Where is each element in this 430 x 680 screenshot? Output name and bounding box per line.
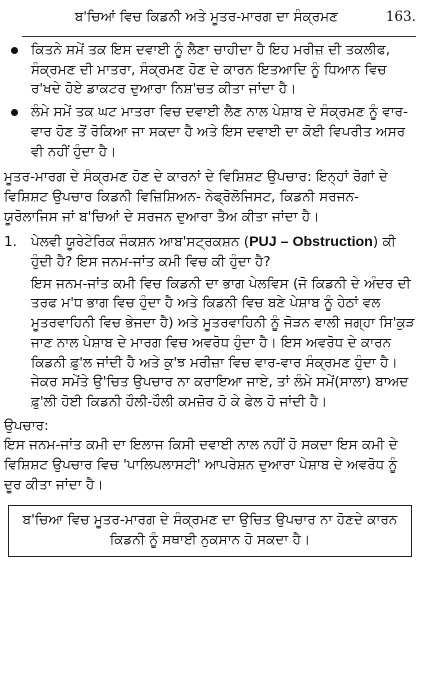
bullet-dot-icon [11,109,18,116]
section-title-english: PUJ – Obstruction [249,234,373,251]
note-text: ਬ'ਚਿਆ ਵਿਚ ਮੂਤਰ-ਮਾਰਗ ਦੇ ਸੰਕ੍ਰਮਣ ਦਾ ਉਚਿਤ ਉਪਚਾਰ ਨਾ ਹੋਣਦੇ ਕਾਰਨ ਕਿਡਨੀ ਨੂੰ ਸਥਾਈ ਨੁਕਸਾਨ ਹੋ ਸਕਦਾ ਹੈ। [22,512,398,549]
section-title-part1: ਪੇਲਵੀ ਯੂਰੇਟੇਰਿਕ ਜੰਕਸ਼ਨ ਆਬ'ਸਟ੍ਰਕਸ਼ਨ ( [31,234,250,251]
numbered-section [4,233,416,412]
running-header [22,0,416,37]
note-box [8,505,412,556]
bullet-list [4,41,416,162]
bullet-dot-icon [11,47,18,54]
section-number: 1. [4,234,17,251]
treatment-body: ਇਸ ਜਨਮ-ਜਾਂਤ ਕਮੀ ਦਾ ਇਲਾਜ ਕਿਸੀ ਦਵਾਈ ਨਾਲ ਨਹੀਂ ਹੋ ਸਕਦਾ ਇਸ ਕਮੀ ਦੇ ਵਿਸ਼ਿਸ਼ਟ ਉਪਚਾਰ ਵਿਚ 'ਪਾਲਿਪਲਾਸਟੀ' ਆਪਰੇਸ਼ਨ ਦੁਆਰਾ ਪੇਸ਼ਾਬ ਦੇ ਅਵਰੋਧ ਨੂੰ ਦੂਰ ਕੀਤਾ ਜਾਂਦਾ ਹੈ। [4,437,398,493]
bullet-text: ਲੰਮੇ ਸਮੇਂ ਤਕ ਘਟ ਮਾਤਰਾ ਵਿਚ ਦਵਾਈ ਲੈਣ ਨਾਲ ਪੇਸ਼ਾਬ ਦੇ ਸੰਕ੍ਰਮਣ ਨੂੰ ਵਾਰ-ਵਾਰ ਹੋਣ ਤੋਂ ਰੋਕਿਆ ਜਾ ਸਕਦਾ ਹੈ ਅਤੇ ਇਸ ਦਵਾਈ ਦਾ ਕੋਈ ਵਿਪਰੀਤ ਅਸਰ ਵੀ ਨਹੀਂ ਹੁੰਦਾ ਹੈ। [31,104,408,160]
section-body: ਇਸ ਜਨਮ-ਜਾਂਤ ਕਮੀ ਵਿਚ ਕਿਡਨੀ ਦਾ ਭਾਗ ਪੇਲਵਿਸ (ਜੋ ਕਿਡਨੀ ਦੇ ਅੰਦਰ ਦੀ ਤਰਫ ਮ'ਧ ਭਾਗ ਵਿਚ ਹੁੰਦਾ ਹੈ ਅਤੇ ਕਿਡਨੀ ਵਿਚ ਬਣੇ ਪੇਸ਼ਾਬ ਨੂੰ ਹੇਠਾਂ ਵਲ ਮੂਤਰਵਾਹਿਨੀ ਵਿਚ ਭੇਜਦਾ ਹੈ) ਅਤੇ ਮੂਤਰਵਾਹਿਨੀ ਨੂੰ ਜੋੜਨ ਵਾਲੀ ਜਗ੍ਹਾ ਸਿ'ਕੁੜ ਜਾਣ ਨਾਲ ਪੇਸ਼ਾਬ ਦੇ ਮਾਰਗ ਵਿਚ ਅਵਰੋਧ ਹੁੰਦਾ ਹੈ। ਇਸ ਅਵਰੋਧ ਦੇ ਕਾਰਨ ਕਿਡਨੀ ਫ਼ੁ'ਲ ਜਾਂਦੀ ਹੈ ਅਤੇ ਕੁ'ਝ ਮਰੀਜ਼ਾ ਵਿਚ ਵਾਰ-ਵਾਰ ਸੰਕ੍ਰਮਣ ਹੁੰਦਾ ਹੈ। ਜੇਕਰ ਸਮੇਂਤੇ ਉ'ਚਿਤ ਉਪਚਾਰ ਨਾ ਕਰਾਇਆ ਜਾਏ, ਤਾਂ ਲੰਮੇ ਸਮੇਂ(ਸਾਲਾ) ਬਾਅਦ ਫ਼ੁ'ਲੀ ਹੋਈ ਕਿਡਨੀ ਹੌਲੀ-ਹੌਲੀ ਕਮਜ਼ੋਰ ਹੋ ਕੇ ਫੇਲ ਹੋ ਜਾਂਦੀ ਹੈ। [31,275,415,410]
treatment-heading: ਉਪਚਾਰ: [4,417,49,434]
running-header-title: ਬ'ਚਿਆਂ ਵਿਚ ਕਿਡਨੀ ਅਤੇ ਮੂਤਰ-ਮਾਰਗ ਦਾ ਸੰਕ੍ਰਮਣ [74,9,338,25]
specific-treatment-paragraph: ਮੂਤਰ-ਮਾਰਗ ਦੇ ਸੰਕ੍ਰਮਣ ਹੋਣ ਦੇ ਕਾਰਨਾਂ ਦੇ ਵਿਸ਼ਿਸ਼ਟ ਉਪਚਾਰ: ਇਨ੍ਹਾਂ ਰੋਗਾਂ ਦੇ ਵਿਸ਼ਿਸ਼ਟ ਉਪਚਾਰ ਕਿਡਨੀ ਵਿਜ਼ਿਸ਼ਿਅਨ- ਨੇਫ੍ਰੋਲੋਜਿਸਟ, ਕਿਡਨੀ ਸਰਜਨ- ਯੂਰੋਲਾਜਿਸ ਜਾਂ ਬ'ਚਿਆਂ ਦੇ ਸਰਜਨ ਦੁਆਰਾ ਤੈਅ ਕੀਤਾ ਜਾਂਦਾ ਹੈ। [4,169,388,225]
section-question [31,233,416,272]
section-title-part2: ) ਕੀ ਹੁੰਦੀ ਹੈ? ਇਸ ਜਨਮ-ਜਾਂਤ ਕਮੀ ਵਿਚ ਕੀ ਹੁੰਦਾ ਹੈ? [31,234,396,271]
page-number: 163. [385,9,416,25]
bullet-item [4,103,416,162]
bullet-item [4,41,416,100]
bullet-text: ਕਿਤਨੇ ਸਮੇਂ ਤਕ ਇਸ ਦਵਾਈ ਨੂੰ ਲੈਣਾ ਚਾਹੀਦਾ ਹੈ ਇਹ ਮਰੀਜ਼ ਦੀ ਤਕਲੀਫ, ਸੰਕ੍ਰਮਣ ਦੀ ਮਾਤਰਾ, ਸੰਕ੍ਰਮਣ ਹੋਣ ਦੇ ਕਾਰਨ ਇਤਆਦਿ ਨੂੰ ਧਿਆਨ ਵਿਚ ਰ'ਖਦੇ ਹੋਏ ਡਾਕਟਰ ਦੁਆਰਾ ਨਿਸ਼'ਚਤ ਕੀਤਾ ਜਾਂਦਾ ਹੈ। [31,42,391,98]
